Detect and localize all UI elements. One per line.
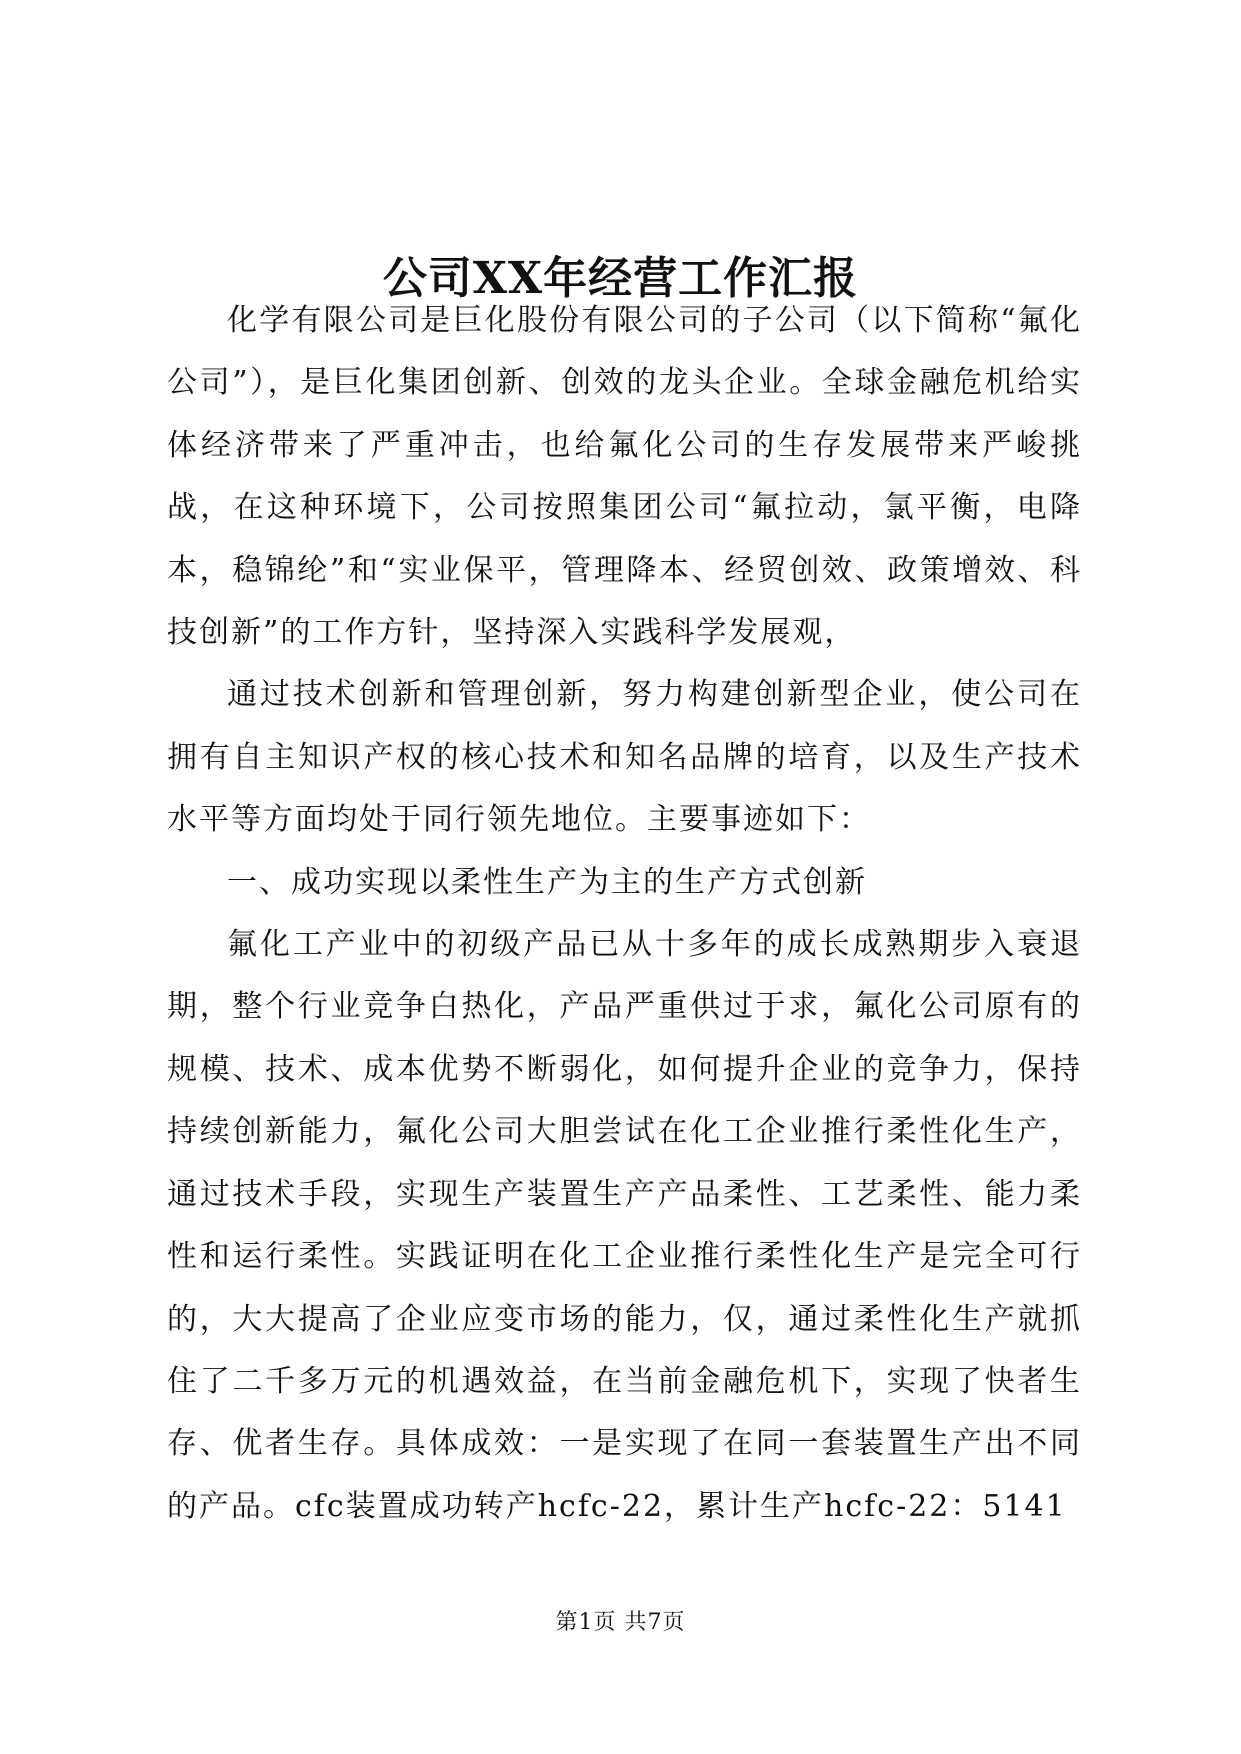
- paragraph-flexible-production: 氟化工产业中的初级产品已从十多年的成长成熟期步入衰退期，整个行业竞争白热化，产品严重供过于求，氟化公司原有的规模、技术、成本优势不断弱化，如何提升企业的竞争力，保持持续创新能力，氟化公司大胆尝试在化工企业推行柔性化生产，通过技术手段，实现生产装置生产产品柔性、工艺柔性、能力柔性和运行柔性。实践证明在化工企业推行柔性化生产是完全可行的，大大提高了企业应变市场的能力，仅，通过柔性化生产就抓住了二千多万元的机遇效益，在当前金融危机下，实现了快者生存、优者生存。具体成效：一是实现了在同一套装置生产出不同的产品。cfc装置成功转产hcfc-22，累计生产hcfc-22：5141: [167, 927, 1082, 1524]
- page-number-footer: 第1页 共7页: [555, 1610, 686, 1635]
- paragraph-intro: 化学有限公司是巨化股份有限公司的子公司（以下简称“氟化公司”），是巨化集团创新、创效的龙头企业。全球金融危机给实体经济带来了严重冲击，也给氟化公司的生存发展带来严峻挑战，在这种环境下，公司按照集团公司“氟拉动，氯平衡，电降本，稳锦纶”和“实业保平，管理降本、经贸创效、政策增效、科技创新”的工作方针，坚持深入实践科学发展观，: [167, 303, 1082, 651]
- document-body: [167, 290, 1082, 1538]
- document-title: 公司XX年经营工作汇报: [382, 253, 859, 305]
- section-heading-1: 一、成功实现以柔性生产为主的生产方式创新: [227, 864, 867, 900]
- paragraph-innovation: 通过技术创新和管理创新，努力构建创新型企业，使公司在拥有自主知识产权的核心技术和知名品牌的培育，以及生产技术水平等方面均处于同行领先地位。主要事迹如下：: [167, 677, 1082, 838]
